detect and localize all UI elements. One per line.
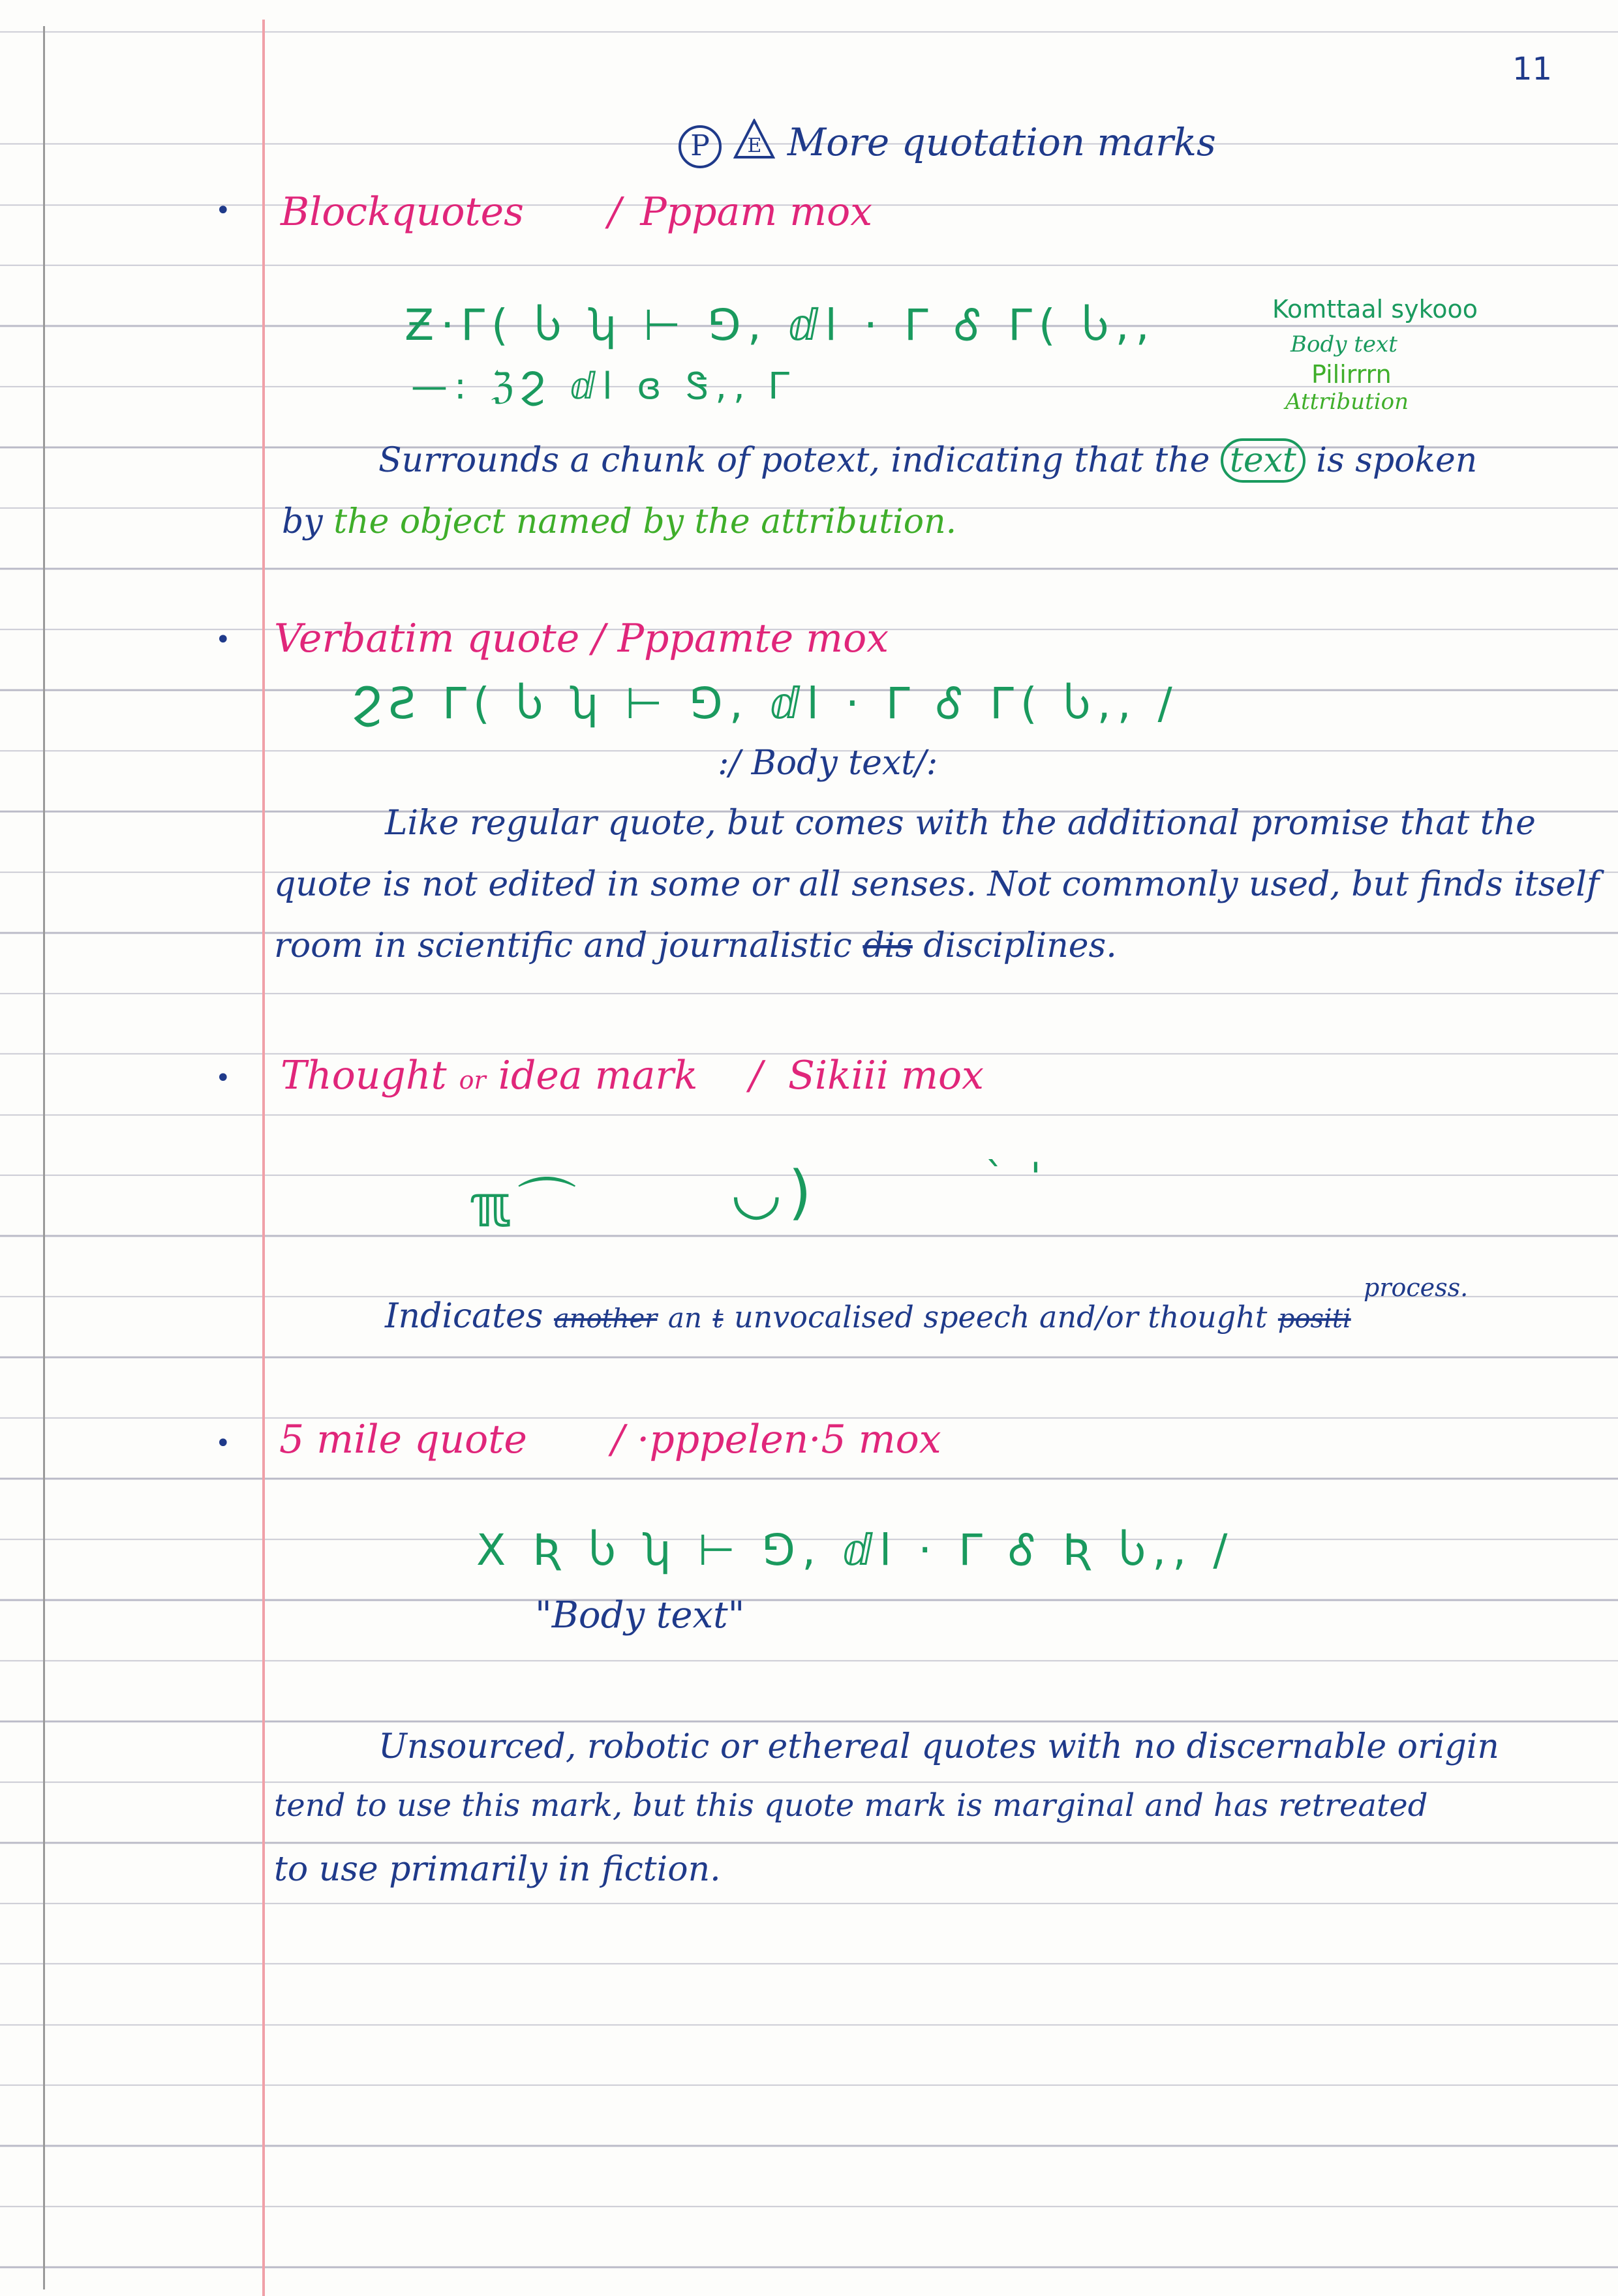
- note-native: Komttaal sykooo: [1272, 295, 1478, 324]
- body-text: tend to use this mark, but this quote mark is marginal and has retreated: [274, 1787, 1428, 1824]
- thought-glyph: ` ': [985, 1155, 1048, 1200]
- bullet: •: [215, 1063, 231, 1093]
- glyph-caption: :/ Body text/:: [718, 744, 938, 783]
- glyph-caption: "Body text": [535, 1594, 745, 1637]
- page-title: [679, 119, 1216, 168]
- note-english: Body text: [1290, 331, 1397, 357]
- section-heading-blockquotes: Blockquotes / Pppam mox: [281, 189, 873, 235]
- circled-word: text: [1221, 438, 1305, 483]
- body-text: by the object named by the attribution.: [282, 502, 957, 541]
- section-heading-verbatim-quote: Verbatim quote / Pppamte mox: [274, 616, 889, 661]
- body-text: to use primarily in fiction.: [274, 1850, 721, 1889]
- bullet: •: [215, 196, 231, 226]
- binding-edge: [43, 26, 45, 2289]
- page-number: 11: [1512, 51, 1553, 87]
- note-english: Attribution: [1285, 389, 1409, 415]
- native-glyph-line: —: ℨϨ ⅆl ɞ Ꮥ,, Ꮁ: [411, 365, 798, 408]
- thought-glyph: ℼ⌒: [470, 1172, 583, 1241]
- body-text: Indicates another an t unvocalised speech and/or thought positi: [385, 1297, 1351, 1336]
- inserted-word: process.: [1364, 1273, 1469, 1302]
- note-native: Pilirrrn: [1311, 360, 1392, 389]
- body-text: room in scientific and journalistic dis disciplines.: [274, 926, 1117, 965]
- e-triangle-mark: E: [733, 119, 775, 159]
- margin-line: [262, 20, 265, 2296]
- title-text: More quotation marks: [787, 120, 1216, 164]
- native-glyph-line: Ⅹ Ʀ Ⴑ ʮ ⊢ ⅁, ⅆl · Γ Ꮄ Ʀ Ⴑ,, /: [476, 1525, 1234, 1575]
- section-heading-5-mile-quote: 5 mile quote / ·pppelen·5 mox: [279, 1417, 941, 1462]
- body-text: quote is not edited in some or all senses. Not commonly used, but finds itself: [274, 865, 1600, 904]
- bullet: •: [215, 625, 231, 655]
- bullet: •: [215, 1428, 231, 1458]
- section-heading-thought-mark: Thought or idea mark / Sikiii mox: [281, 1053, 984, 1098]
- body-text: Unsourced, robotic or ethereal quotes with no discernable origin: [378, 1727, 1499, 1766]
- native-glyph-line: ϨƧ Γ( Ⴑ ʮ ⊢ ⅁, ⅆl · Γ Ꮄ Γ( Ⴑ,, /: [352, 678, 1179, 729]
- body-text: Surrounds a chunk of potext, indicating that the text is spoken: [378, 441, 1477, 480]
- native-glyph-line: Ƶ·Γ( Ⴑ ʮ ⊢ ⅁, ⅆl · Γ Ꮄ Γ( Ⴑ,,: [404, 300, 1156, 350]
- body-text: Like regular quote, but comes with the additional promise that the: [385, 804, 1536, 843]
- p-circle-mark: P: [679, 125, 722, 168]
- thought-glyph: ◡): [731, 1158, 818, 1227]
